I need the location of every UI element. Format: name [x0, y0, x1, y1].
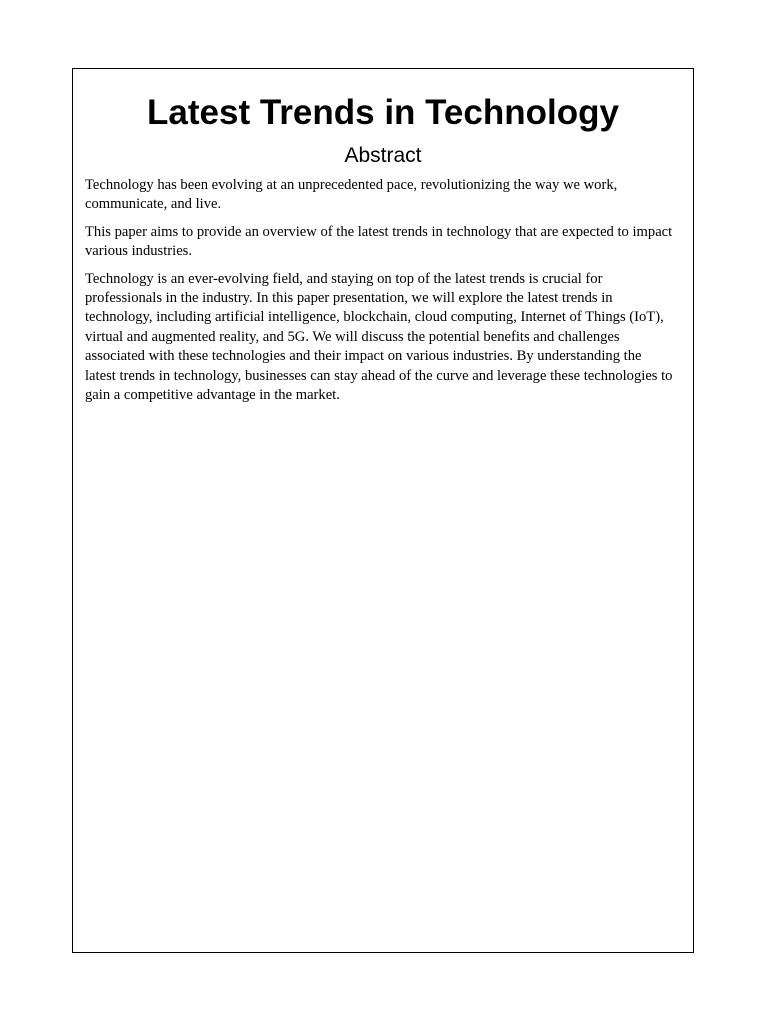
- paragraph-1: Technology has been evolving at an unprecedented pace, revolutionizing the way we work, communicate, and live.: [85, 177, 618, 213]
- abstract-heading: Abstract: [344, 144, 422, 167]
- page-frame: [72, 68, 694, 953]
- abstract-body: [85, 176, 675, 413]
- paragraph-2: This paper aims to provide an overview of the latest trends in technology that are expected to impact various industries.: [85, 223, 673, 260]
- document-title: Latest Trends in Technology: [147, 93, 619, 132]
- paragraph-3: Technology is an ever-evolving field, and staying on top of the latest trends is crucial for professionals in the industry. In this paper presentation, we will explore the latest trends in technology, including artificial intelligence, blockchain, cloud computing, Internet of Things (IoT), virtual and augmented reality, and 5G. We will discuss the potential benefits and challenges associated with these technologies and their impact on various industries. By understanding the latest trends in technology, businesses can stay ahead of the curve and leverage these technologies to gain a competitive advantage in the market.: [85, 270, 673, 404]
